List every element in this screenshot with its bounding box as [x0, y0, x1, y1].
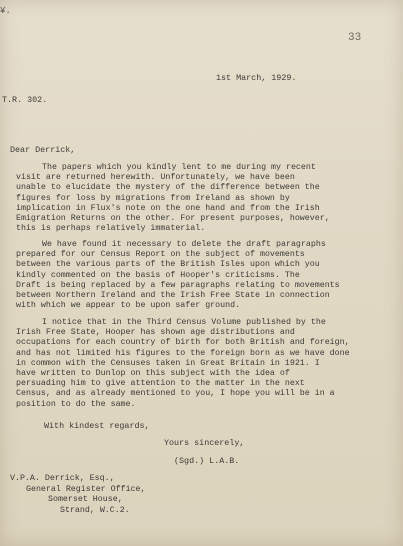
salutation: Dear Derrick,: [10, 145, 76, 155]
paragraph-line: prepared for our Census Report on the subject of movements: [16, 250, 305, 260]
paragraph-line: between Northern Ireland and the Irish Free State in connection: [16, 291, 330, 301]
paragraph-line: The papers which you kindly lent to me during my recent: [42, 163, 316, 172]
closing-regards: With kindest regards,: [44, 421, 150, 431]
paragraph-line: Irish Free State, Hooper has shown age distributions and: [16, 328, 295, 338]
signature: (Sgd.) L.A.B.: [174, 456, 240, 466]
paragraph-1: [16, 163, 396, 234]
corner-mark: ¥.: [0, 6, 11, 16]
paragraph-line: this is perhaps relatively immaterial.: [16, 224, 206, 234]
folio-number: 33: [348, 32, 362, 44]
paragraph-line: Emigration Returns on the other. For present purposes, however,: [16, 214, 330, 224]
paragraph-line: We have found it necessary to delete the draft paragraphs: [42, 240, 326, 249]
paragraph-3: [16, 318, 396, 410]
paragraph-line: between the various parts of the British Isles upon which you: [16, 260, 320, 270]
paragraph-line: Draft is being replaced by a few paragraphs relating to movements: [16, 280, 340, 290]
paragraph-line: implication in Flux's note on the one hand and from the Irish: [16, 203, 320, 213]
paragraph-line: I notice that in the Third Census Volume published by the: [42, 318, 326, 327]
address-line: Strand, W.C.2.: [60, 505, 130, 515]
paragraph-line: and has not limited his figures to the foreign born as we have done: [16, 348, 350, 358]
paragraph-line: kindly commented on the basis of Hooper's criticisms. The: [16, 270, 300, 280]
paragraph-line: occupations for each country of birth for both British and foreign,: [16, 338, 350, 348]
paragraph-line: in common with the Censuses taken in Great Britain in 1921. I: [16, 358, 320, 368]
paragraph-line: Census, and as already mentioned to you, I hope you will be in a: [16, 389, 335, 399]
paragraph-line: visit are returned herewith. Unfortunately, we have been: [16, 173, 295, 183]
address-line: Somerset House,: [48, 495, 123, 505]
paragraph-line: have written to Dunlop on this subject with the idea of: [16, 369, 290, 379]
paragraph-line: with which we appear to be upon safer ground.: [16, 301, 241, 311]
paragraph-2: [16, 240, 396, 311]
letter-date: 1st March, 1929.: [216, 73, 297, 83]
address-line: V.P.A. Derrick, Esq.,: [10, 474, 115, 483]
paragraph-line: position to do the same.: [16, 399, 136, 409]
paragraph-line: figures for loss by migrations from Ireland as shown by: [16, 193, 290, 203]
reference-number: T.R. 302.: [2, 95, 48, 105]
address-line: General Register Office,: [26, 484, 146, 494]
paragraph-line: persuading him to give attention to the matter in the next: [16, 379, 305, 389]
recipient-address: [10, 474, 390, 516]
paragraph-line: unable to elucidate the mystery of the difference between the: [16, 183, 320, 193]
closing: Yours sincerely,: [164, 438, 245, 448]
